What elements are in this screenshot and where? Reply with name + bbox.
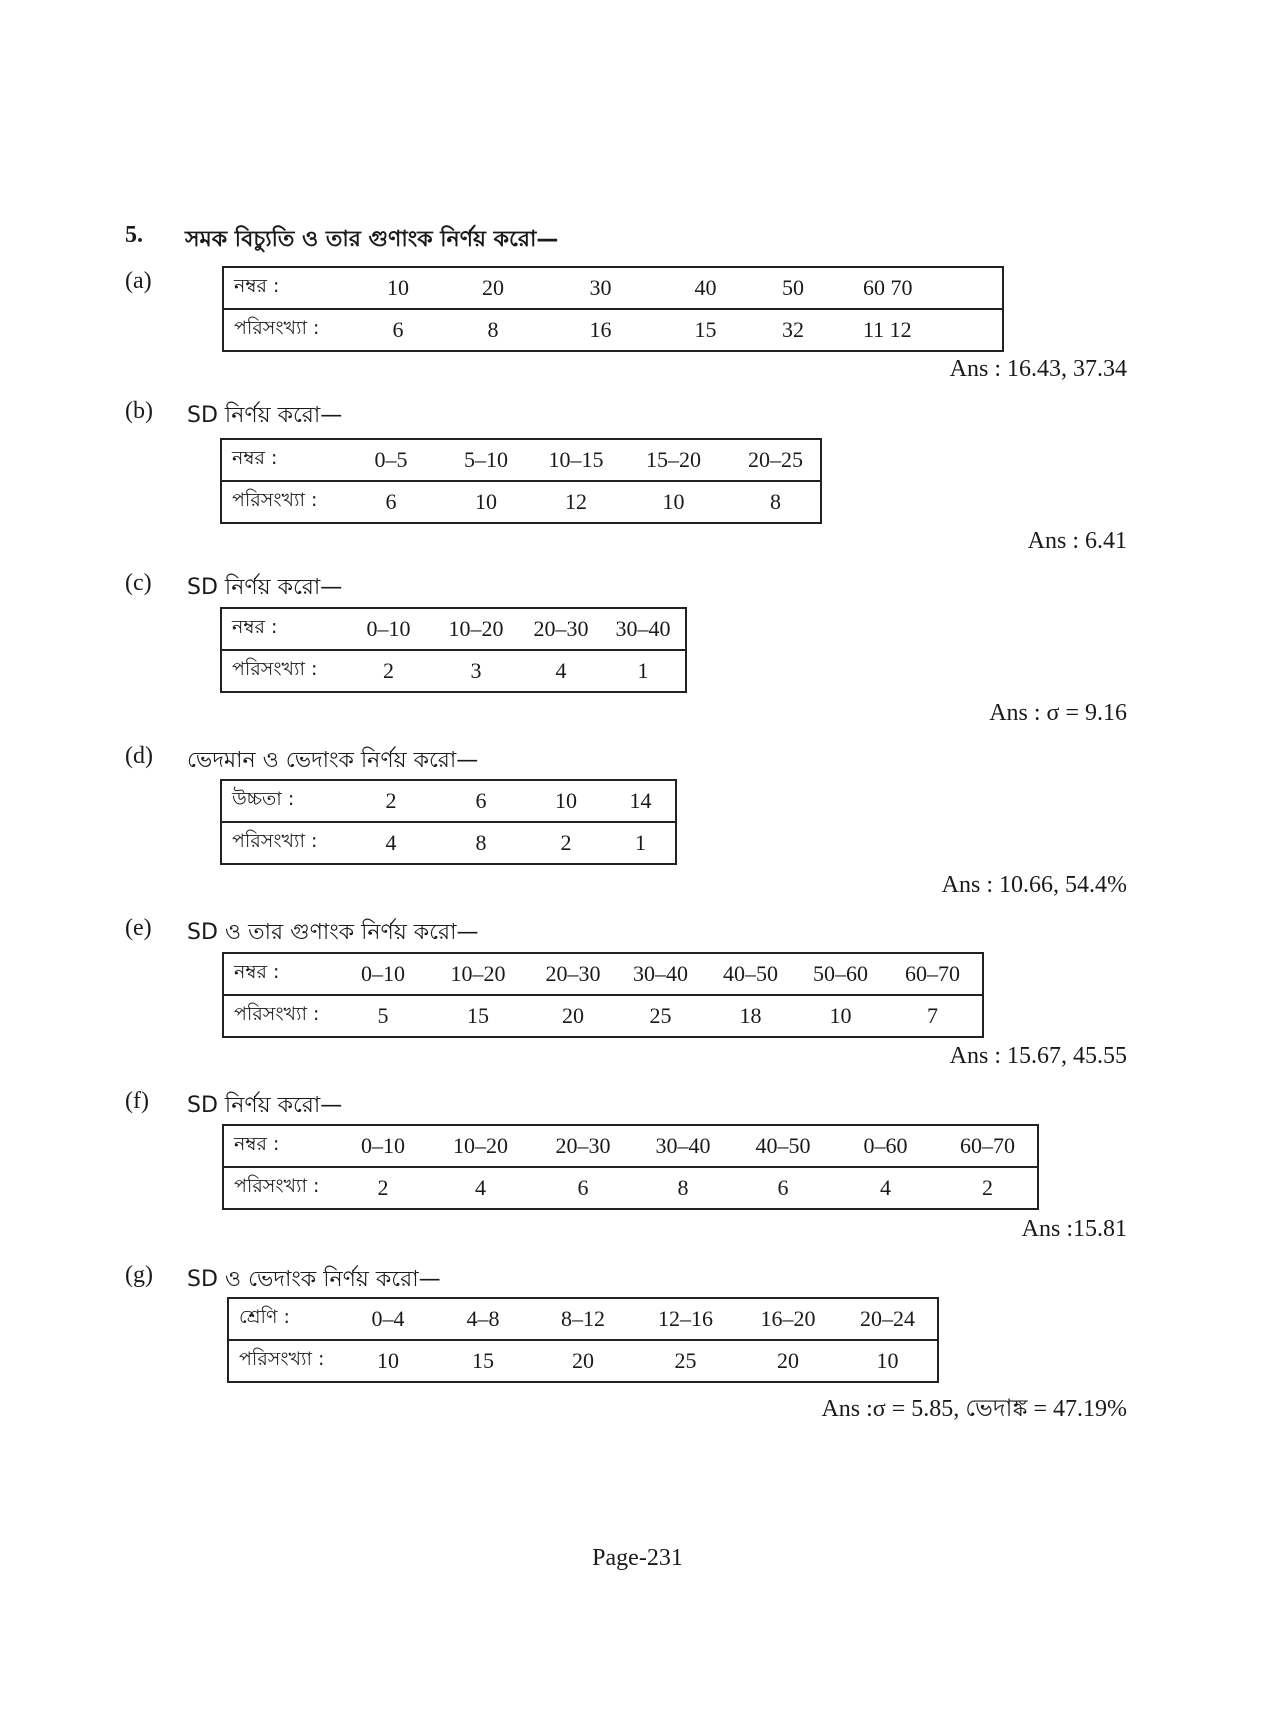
table-cell: 40–50 bbox=[755, 1133, 811, 1158]
table-cell: 4 bbox=[428, 1167, 533, 1209]
row-label: পরিসংখ্যা : bbox=[221, 481, 346, 523]
table-cell: 10 bbox=[436, 481, 536, 523]
table-cell: 10 bbox=[616, 481, 731, 523]
part-a-label: (a) bbox=[125, 268, 152, 294]
row-label: পরিসংখ্যা : bbox=[223, 995, 338, 1037]
row-label: নম্বর : bbox=[234, 275, 280, 297]
table-cell: 10 bbox=[838, 1340, 938, 1382]
table-cell: 8 bbox=[436, 822, 526, 864]
part-f-table bbox=[222, 1124, 1039, 1210]
table-cell: 2 bbox=[938, 1167, 1038, 1209]
table-row bbox=[228, 1298, 938, 1340]
row-label: পরিসংখ্যা : bbox=[228, 1340, 343, 1382]
table-cell: 4 bbox=[521, 650, 601, 692]
row-label: পরিসংখ্যা : bbox=[223, 309, 348, 351]
table-cell: 10 bbox=[387, 275, 409, 300]
table-cell: 14 bbox=[629, 788, 652, 813]
table-row bbox=[221, 608, 686, 650]
table-cell: 32 bbox=[748, 309, 838, 351]
table-cell: 50–60 bbox=[813, 961, 868, 986]
table-cell: 12–16 bbox=[658, 1306, 713, 1331]
table-row bbox=[221, 439, 821, 481]
table-cell: 11 12 bbox=[838, 309, 1003, 351]
table-cell: 60–70 bbox=[905, 961, 960, 986]
row-label: নম্বর : bbox=[234, 1133, 280, 1155]
table-cell: 6 bbox=[475, 788, 487, 813]
table-cell: 10–20 bbox=[453, 1133, 508, 1158]
table-cell: 30–40 bbox=[633, 961, 688, 986]
part-a-answer: Ans : 16.43, 37.34 bbox=[949, 356, 1127, 382]
table-cell: 20–25 bbox=[748, 447, 803, 472]
part-e-answer: Ans : 15.67, 45.55 bbox=[949, 1043, 1127, 1069]
table-cell: 8 bbox=[731, 481, 821, 523]
part-b-table bbox=[220, 438, 822, 524]
table-row bbox=[223, 267, 1003, 309]
row-label: নম্বর : bbox=[232, 447, 278, 469]
part-b-instruction: SD নির্ণয় করো— bbox=[187, 403, 343, 428]
table-cell: 0–5 bbox=[374, 447, 408, 472]
table-cell: 3 bbox=[431, 650, 521, 692]
part-c-label: (c) bbox=[125, 570, 152, 596]
question-title: সমক বিচ্যুতি ও তার গুণাংক নির্ণয় করো— bbox=[185, 227, 559, 252]
table-cell: 2 bbox=[385, 788, 397, 813]
part-c-instruction: SD নির্ণয় করো— bbox=[187, 575, 343, 600]
table-cell: 2 bbox=[338, 1167, 428, 1209]
table-row bbox=[223, 1125, 1038, 1167]
part-f-label: (f) bbox=[125, 1088, 149, 1114]
table-cell: 20–30 bbox=[533, 616, 589, 641]
table-cell: 20 bbox=[482, 275, 504, 300]
table-cell: 0–10 bbox=[361, 1133, 405, 1158]
table-cell: 7 bbox=[883, 995, 983, 1037]
table-cell: 15 bbox=[663, 309, 748, 351]
table-cell: 6 bbox=[733, 1167, 833, 1209]
table-cell: 1 bbox=[601, 650, 686, 692]
table-cell: 4 bbox=[833, 1167, 938, 1209]
row-label: পরিসংখ্যা : bbox=[221, 650, 346, 692]
part-b-label: (b) bbox=[125, 398, 153, 424]
part-f-instruction: SD নির্ণয় করো— bbox=[187, 1093, 343, 1118]
table-cell: 15 bbox=[428, 995, 528, 1037]
table-cell: 18 bbox=[703, 995, 798, 1037]
table-cell: 6 bbox=[346, 481, 436, 523]
table-row bbox=[223, 309, 1003, 351]
row-label: পরিসংখ্যা : bbox=[223, 1167, 338, 1209]
table-cell: 0–4 bbox=[371, 1306, 405, 1331]
table-cell: 10–20 bbox=[450, 961, 506, 986]
part-g-label: (g) bbox=[125, 1262, 153, 1288]
table-cell: 30–40 bbox=[655, 1133, 711, 1158]
row-label: নম্বর : bbox=[232, 616, 278, 638]
part-e-instruction: SD ও তার গুণাংক নির্ণয় করো— bbox=[187, 920, 479, 945]
table-row bbox=[221, 481, 821, 523]
table-cell: 20–30 bbox=[545, 961, 601, 986]
row-label: শ্রেণি : bbox=[239, 1306, 290, 1328]
part-b-answer: Ans : 6.41 bbox=[1027, 528, 1127, 554]
table-cell: 10–20 bbox=[448, 616, 504, 641]
table-cell: 25 bbox=[633, 1340, 738, 1382]
table-cell: 10–15 bbox=[548, 447, 604, 472]
table-cell: 15–20 bbox=[646, 447, 701, 472]
table-cell: 60 70 bbox=[863, 275, 913, 300]
table-cell: 10 bbox=[798, 995, 883, 1037]
table-cell: 5–10 bbox=[464, 447, 508, 472]
part-c-table bbox=[220, 607, 687, 693]
table-cell: 15 bbox=[433, 1340, 533, 1382]
table-cell: 2 bbox=[526, 822, 606, 864]
table-cell: 0–10 bbox=[366, 616, 411, 641]
table-cell: 6 bbox=[533, 1167, 633, 1209]
table-row bbox=[228, 1340, 938, 1382]
table-cell: 40–50 bbox=[723, 961, 778, 986]
table-cell: 50 bbox=[782, 275, 804, 300]
table-cell: 0–10 bbox=[361, 961, 405, 986]
table-cell: 8–12 bbox=[561, 1306, 605, 1331]
row-label: উচ্চতা : bbox=[232, 788, 295, 810]
table-row bbox=[223, 1167, 1038, 1209]
table-cell: 10 bbox=[555, 788, 577, 813]
part-e-label: (e) bbox=[125, 915, 152, 941]
part-a-table bbox=[222, 266, 1004, 352]
table-row bbox=[223, 995, 983, 1037]
table-cell: 8 bbox=[633, 1167, 733, 1209]
part-f-answer: Ans :15.81 bbox=[1021, 1216, 1127, 1242]
table-cell: 5 bbox=[338, 995, 428, 1037]
question-number: 5. bbox=[125, 222, 143, 248]
table-cell: 4–8 bbox=[466, 1306, 500, 1331]
part-d-label: (d) bbox=[125, 743, 153, 769]
part-d-answer: Ans : 10.66, 54.4% bbox=[941, 872, 1127, 898]
table-cell: 30–40 bbox=[615, 616, 671, 641]
part-d-table bbox=[220, 779, 677, 865]
table-row bbox=[221, 650, 686, 692]
part-g-answer: Ans :σ = 5.85, ভেদাঙ্ক = 47.19% bbox=[821, 1396, 1127, 1422]
table-row bbox=[221, 780, 676, 822]
table-cell: 20–24 bbox=[860, 1306, 915, 1331]
table-cell: 20 bbox=[528, 995, 618, 1037]
table-cell: 6 bbox=[348, 309, 448, 351]
page-number: Page-231 bbox=[592, 1545, 683, 1571]
table-cell: 20 bbox=[738, 1340, 838, 1382]
table-cell: 1 bbox=[606, 822, 676, 864]
table-cell: 60–70 bbox=[960, 1133, 1015, 1158]
part-g-table bbox=[227, 1297, 939, 1383]
table-cell: 40 bbox=[694, 275, 717, 300]
row-label: পরিসংখ্যা : bbox=[221, 822, 346, 864]
table-cell: 4 bbox=[346, 822, 436, 864]
table-row bbox=[221, 822, 676, 864]
table-cell: 20 bbox=[533, 1340, 633, 1382]
table-cell: 12 bbox=[536, 481, 616, 523]
table-cell: 8 bbox=[448, 309, 538, 351]
table-cell: 10 bbox=[343, 1340, 433, 1382]
table-cell: 16–20 bbox=[760, 1306, 816, 1331]
part-g-instruction: SD ও ভেদাংক নির্ণয় করো— bbox=[187, 1267, 441, 1292]
part-c-answer: Ans : σ = 9.16 bbox=[989, 700, 1127, 726]
table-cell: 30 bbox=[589, 275, 612, 300]
part-d-instruction: ভেদমান ও ভেদাংক নির্ণয় করো— bbox=[187, 748, 479, 773]
table-cell: 2 bbox=[346, 650, 431, 692]
table-cell: 25 bbox=[618, 995, 703, 1037]
table-cell: 0–60 bbox=[863, 1133, 908, 1158]
table-cell: 20–30 bbox=[555, 1133, 611, 1158]
row-label: নম্বর : bbox=[234, 961, 280, 983]
part-e-table bbox=[222, 952, 984, 1038]
table-cell: 16 bbox=[538, 309, 663, 351]
table-row bbox=[223, 953, 983, 995]
